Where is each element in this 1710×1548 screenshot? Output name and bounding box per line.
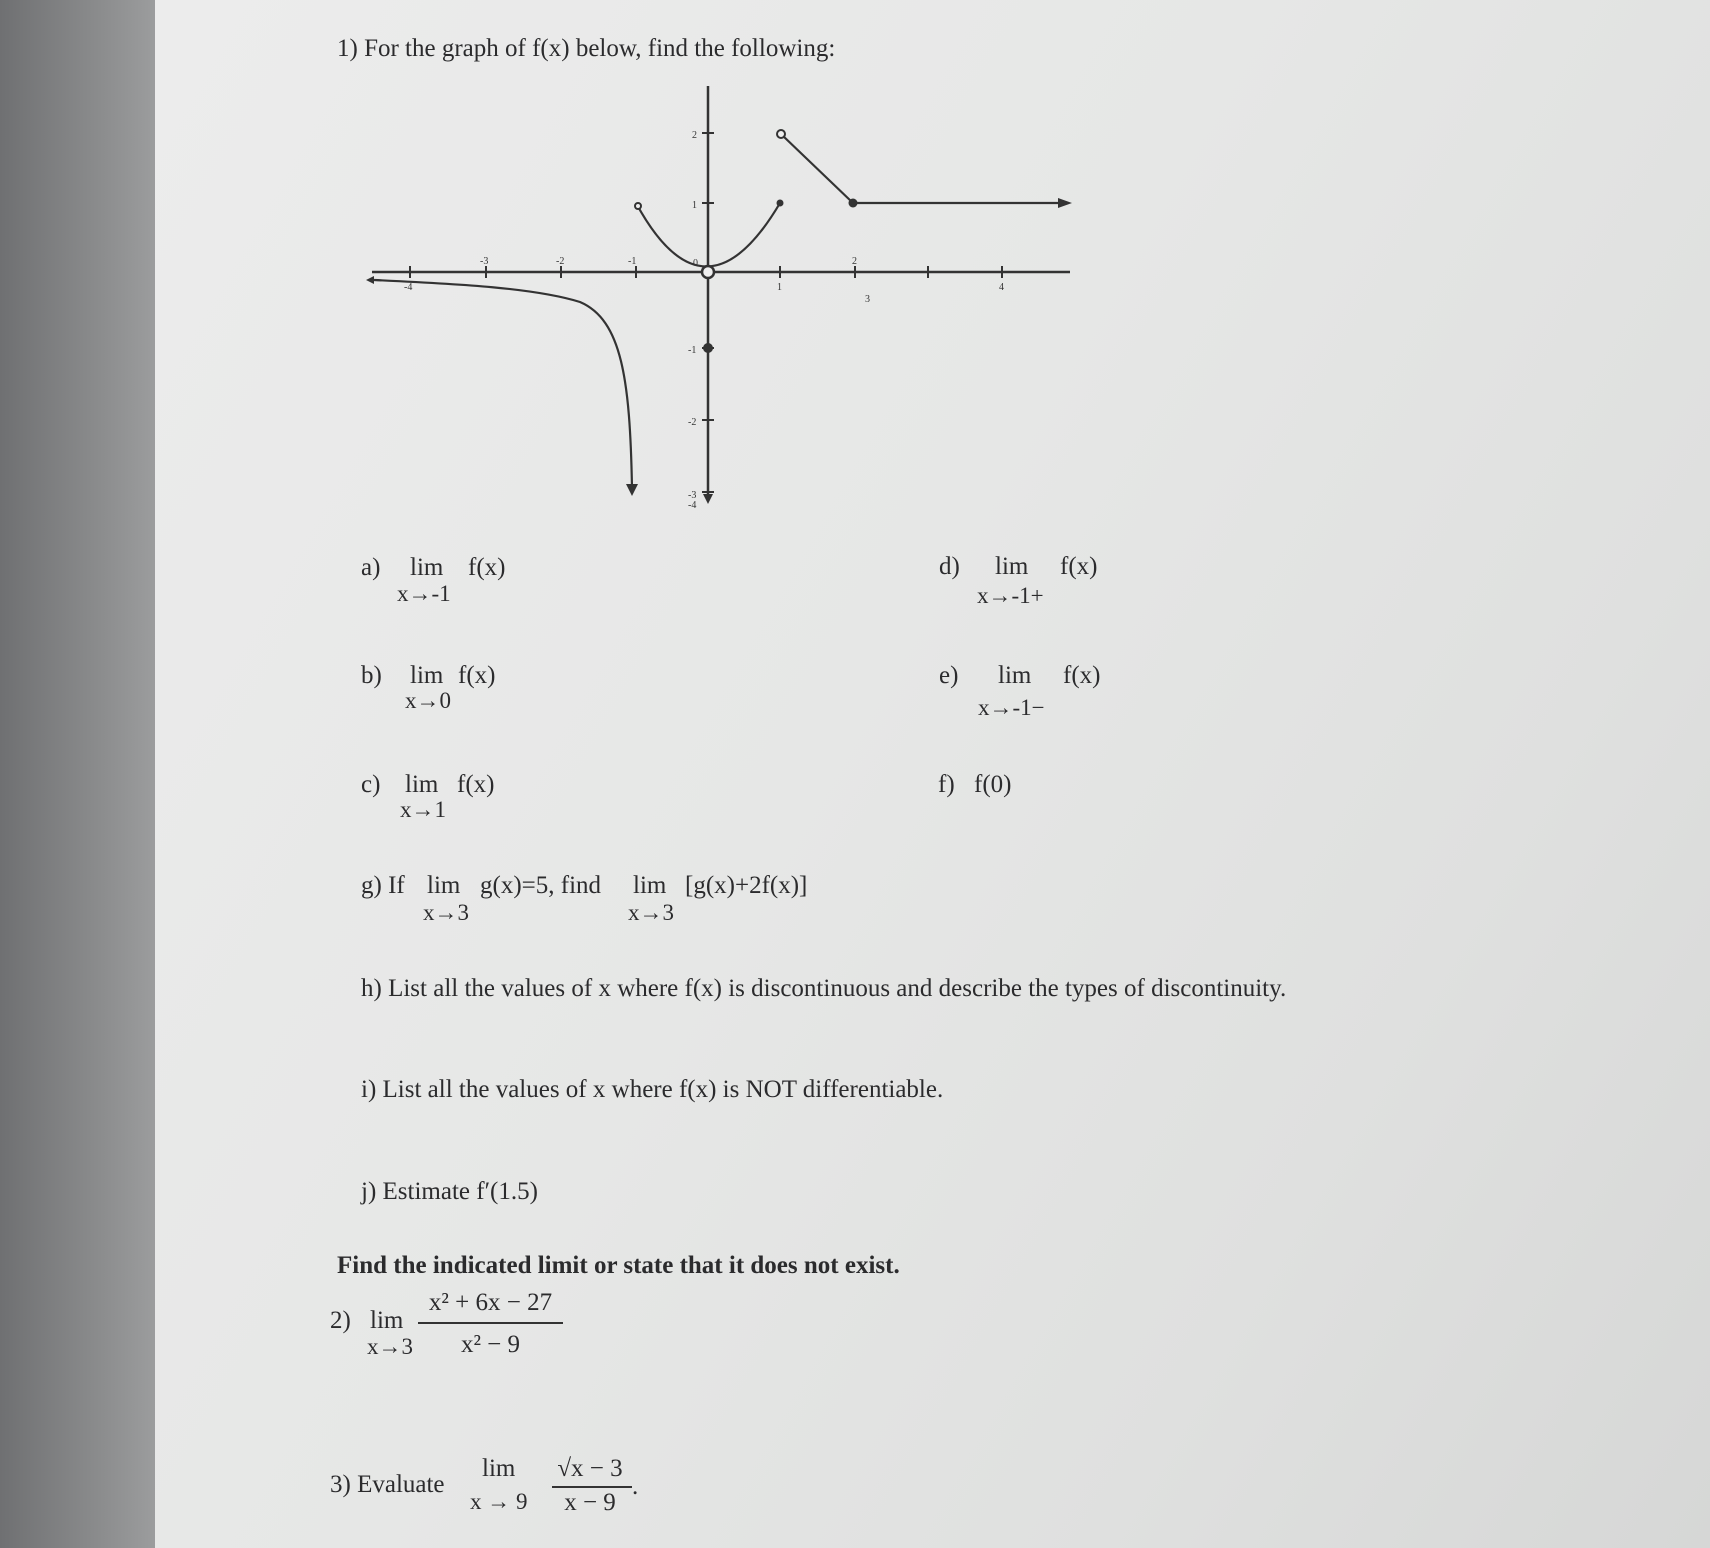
part-j-text: j) Estimate f′(1.5) xyxy=(361,1178,538,1205)
question-3-approach: x → 9 xyxy=(470,1489,528,1514)
question-3-numerator: √x − 3 xyxy=(557,1455,623,1482)
question-2-numerator: x² + 6x − 27 xyxy=(428,1289,553,1316)
tick-x-neg1: -1 xyxy=(628,256,637,267)
part-f-func: f(0) xyxy=(974,771,1012,798)
part-a-approach: x→-1 xyxy=(397,581,451,606)
tick-y-neg1: -1 xyxy=(688,345,697,356)
y-axis-bottom-arrow xyxy=(703,494,713,504)
part-g-given: g(x)=5, find xyxy=(480,872,602,899)
part-b-lim: lim xyxy=(410,662,444,689)
part-e-func: f(x) xyxy=(1063,662,1101,689)
open-dot-segment-start xyxy=(777,130,785,138)
tick-x-neg3: -3 xyxy=(480,256,489,267)
question-3-lim: lim xyxy=(482,1455,516,1482)
part-c-approach: x→1 xyxy=(400,797,446,822)
question-1-prompt: 1) For the graph of f(x) below, find the following: xyxy=(337,35,836,62)
open-dot-left-parabola xyxy=(635,203,641,209)
part-c-func: f(x) xyxy=(457,771,495,798)
part-g-lim2: lim xyxy=(633,872,667,899)
part-a-func: f(x) xyxy=(468,554,506,581)
question-2-lim: lim xyxy=(370,1307,404,1334)
part-c-lim: lim xyxy=(405,771,439,798)
tick-x-neg2: -2 xyxy=(556,256,565,267)
question-2-denominator: x² − 9 xyxy=(460,1331,521,1358)
part-b-label: b) xyxy=(361,662,382,689)
part-e-lim: lim xyxy=(998,662,1032,689)
part-g-expression: [g(x)+2f(x)] xyxy=(685,872,808,899)
part-g-lim1: lim xyxy=(427,872,461,899)
part-g-approach1: x→3 xyxy=(423,900,469,925)
part-g-intro: g) If xyxy=(361,872,405,899)
question-3-fraction-bar xyxy=(552,1486,632,1488)
question-3-denominator: x − 9 xyxy=(564,1489,616,1516)
tick-x-3: 3 xyxy=(865,294,870,305)
tick-origin: 0 xyxy=(693,258,698,269)
part-a-lim: lim xyxy=(410,554,444,581)
part-d-approach: x→-1+ xyxy=(977,583,1044,608)
question-2-approach: x→3 xyxy=(367,1334,413,1359)
part-i-text: i) List all the values of x where f(x) is NOT differentiable. xyxy=(361,1076,944,1103)
tick-x-neg4: -4 xyxy=(404,282,413,293)
background-shadow xyxy=(0,0,160,1548)
part-d-func: f(x) xyxy=(1060,553,1098,580)
left-asymptote-arrow xyxy=(366,276,374,284)
tick-x-2: 2 xyxy=(852,256,857,267)
question-3-period: . xyxy=(632,1473,639,1500)
left-branch-curve xyxy=(374,280,632,488)
question-2-label: 2) xyxy=(330,1307,351,1334)
part-g-approach2: x→3 xyxy=(628,900,674,925)
tick-y-2: 2 xyxy=(692,130,697,141)
horizontal-ray-arrow xyxy=(1058,198,1072,208)
open-dot-origin xyxy=(702,266,714,278)
tick-y-1: 1 xyxy=(692,200,697,211)
part-e-approach: x→-1− xyxy=(978,695,1045,720)
function-graph xyxy=(360,80,1080,510)
tick-x-4: 4 xyxy=(999,282,1004,293)
tick-x-1: 1 xyxy=(777,282,782,293)
tick-y-neg2: -2 xyxy=(688,417,697,428)
part-e-label: e) xyxy=(939,662,959,689)
part-b-func: f(x) xyxy=(458,662,496,689)
part-d-label: d) xyxy=(939,553,960,580)
tick-y-neg4: -4 xyxy=(688,500,697,510)
part-b-approach: x→0 xyxy=(405,688,451,713)
part-a-label: a) xyxy=(361,554,381,581)
part-f-label: f) xyxy=(938,771,955,798)
left-branch-arrow xyxy=(626,484,638,496)
part-c-label: c) xyxy=(361,771,381,798)
part-d-lim: lim xyxy=(995,553,1029,580)
question-2-fraction-bar xyxy=(418,1322,563,1324)
decreasing-segment xyxy=(782,135,853,203)
closed-dot-right-parabola xyxy=(777,200,784,207)
question-3-label: 3) Evaluate xyxy=(330,1471,445,1498)
tick-y-neg3: -3 xyxy=(688,490,697,501)
closed-dot-y-neg1 xyxy=(703,343,713,353)
part-h-text: h) List all the values of x where f(x) is discontinuous and describe the types of discontinuity. xyxy=(361,975,1287,1002)
instructions-heading: Find the indicated limit or state that it does not exist. xyxy=(337,1252,900,1279)
